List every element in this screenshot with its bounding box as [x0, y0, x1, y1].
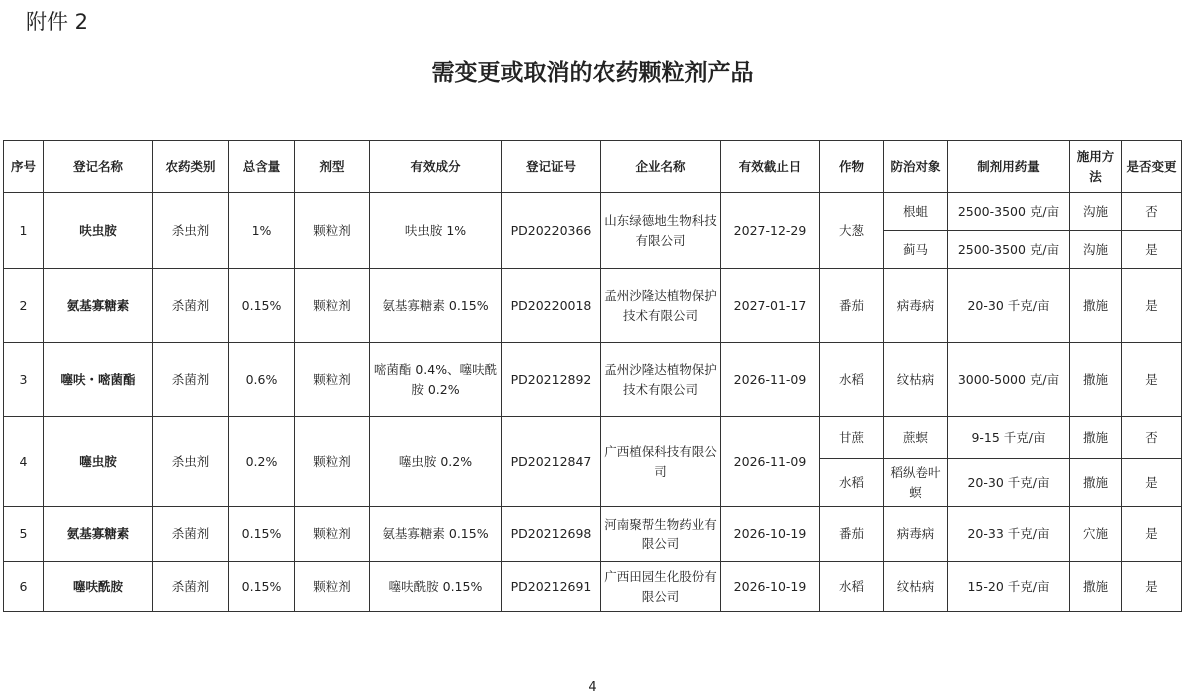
cell-dosage: 20-30 千克/亩	[948, 269, 1070, 343]
cell-ingredient: 呋虫胺 1%	[370, 193, 502, 269]
cell-category: 杀虫剂	[153, 417, 229, 507]
table-row	[4, 269, 1182, 343]
cell-target: 病毒病	[884, 269, 948, 343]
cell-ingredient: 嘧菌酯 0.4%、噻呋酰胺 0.2%	[370, 343, 502, 417]
cell-method: 撒施	[1070, 459, 1122, 507]
cell-change: 是	[1122, 269, 1182, 343]
header-reg-no: 登记证号	[502, 141, 601, 193]
table-row	[4, 562, 1182, 612]
cell-dosage: 2500-3500 克/亩	[948, 231, 1070, 269]
cell-dosage: 3000-5000 克/亩	[948, 343, 1070, 417]
cell-crop: 大葱	[820, 193, 884, 269]
cell-company: 山东绿德地生物科技有限公司	[601, 193, 721, 269]
cell-form: 颗粒剂	[295, 343, 370, 417]
header-company: 企业名称	[601, 141, 721, 193]
cell-name: 噻呋酰胺	[44, 562, 153, 612]
cell-method: 穴施	[1070, 507, 1122, 562]
cell-target: 蓟马	[884, 231, 948, 269]
cell-company: 孟州沙隆达植物保护技术有限公司	[601, 343, 721, 417]
cell-change: 是	[1122, 562, 1182, 612]
cell-target: 纹枯病	[884, 562, 948, 612]
cell-ingredient: 氨基寡糖素 0.15%	[370, 507, 502, 562]
cell-content: 0.2%	[229, 417, 295, 507]
attachment-label: 附件 2	[26, 10, 89, 34]
cell-reg-no: PD20220366	[502, 193, 601, 269]
cell-form: 颗粒剂	[295, 562, 370, 612]
header-method: 施用方法	[1070, 141, 1122, 193]
header-seq: 序号	[4, 141, 44, 193]
header-change: 是否变更	[1122, 141, 1182, 193]
cell-expiry: 2026-11-09	[721, 343, 820, 417]
cell-ingredient: 噻呋酰胺 0.15%	[370, 562, 502, 612]
cell-company: 广西植保科技有限公司	[601, 417, 721, 507]
table-row	[4, 417, 1182, 459]
cell-content: 0.15%	[229, 562, 295, 612]
cell-change: 否	[1122, 193, 1182, 231]
cell-ingredient: 噻虫胺 0.2%	[370, 417, 502, 507]
cell-name: 噻呋・嘧菌酯	[44, 343, 153, 417]
cell-dosage: 20-30 千克/亩	[948, 459, 1070, 507]
products-table	[3, 140, 1182, 612]
cell-name: 噻虫胺	[44, 417, 153, 507]
cell-method: 撒施	[1070, 343, 1122, 417]
cell-target: 蔗螟	[884, 417, 948, 459]
cell-company: 河南聚帮生物药业有限公司	[601, 507, 721, 562]
cell-target: 病毒病	[884, 507, 948, 562]
cell-content: 0.15%	[229, 507, 295, 562]
cell-seq: 4	[4, 417, 44, 507]
cell-reg-no: PD20212698	[502, 507, 601, 562]
cell-form: 颗粒剂	[295, 507, 370, 562]
cell-method: 撒施	[1070, 269, 1122, 343]
cell-dosage: 15-20 千克/亩	[948, 562, 1070, 612]
cell-change: 是	[1122, 231, 1182, 269]
header-target: 防治对象	[884, 141, 948, 193]
header-ingredient: 有效成分	[370, 141, 502, 193]
cell-content: 0.15%	[229, 269, 295, 343]
cell-name: 呋虫胺	[44, 193, 153, 269]
cell-seq: 3	[4, 343, 44, 417]
cell-company: 孟州沙隆达植物保护技术有限公司	[601, 269, 721, 343]
cell-category: 杀菌剂	[153, 343, 229, 417]
cell-reg-no: PD20212847	[502, 417, 601, 507]
cell-content: 0.6%	[229, 343, 295, 417]
cell-dosage: 9-15 千克/亩	[948, 417, 1070, 459]
cell-change: 是	[1122, 459, 1182, 507]
page-title: 需变更或取消的农药颗粒剂产品	[431, 60, 754, 86]
cell-content: 1%	[229, 193, 295, 269]
cell-seq: 6	[4, 562, 44, 612]
cell-crop: 番茄	[820, 269, 884, 343]
cell-expiry: 2026-11-09	[721, 417, 820, 507]
cell-crop: 水稻	[820, 562, 884, 612]
header-content: 总含量	[229, 141, 295, 193]
cell-dosage: 20-33 千克/亩	[948, 507, 1070, 562]
table-row	[4, 507, 1182, 562]
page-number: 4	[588, 680, 597, 695]
cell-crop: 甘蔗	[820, 417, 884, 459]
cell-target: 纹枯病	[884, 343, 948, 417]
cell-seq: 5	[4, 507, 44, 562]
cell-form: 颗粒剂	[295, 193, 370, 269]
table-row	[4, 343, 1182, 417]
cell-crop: 番茄	[820, 507, 884, 562]
table-row	[4, 193, 1182, 231]
cell-category: 杀菌剂	[153, 562, 229, 612]
cell-seq: 2	[4, 269, 44, 343]
cell-name: 氨基寡糖素	[44, 269, 153, 343]
cell-reg-no: PD20220018	[502, 269, 601, 343]
cell-category: 杀菌剂	[153, 507, 229, 562]
cell-crop: 水稻	[820, 459, 884, 507]
cell-reg-no: PD20212691	[502, 562, 601, 612]
header-name: 登记名称	[44, 141, 153, 193]
cell-category: 杀菌剂	[153, 269, 229, 343]
cell-form: 颗粒剂	[295, 417, 370, 507]
cell-seq: 1	[4, 193, 44, 269]
cell-method: 撒施	[1070, 417, 1122, 459]
cell-expiry: 2027-01-17	[721, 269, 820, 343]
cell-expiry: 2026-10-19	[721, 562, 820, 612]
cell-ingredient: 氨基寡糖素 0.15%	[370, 269, 502, 343]
cell-change: 是	[1122, 507, 1182, 562]
cell-reg-no: PD20212892	[502, 343, 601, 417]
cell-expiry: 2026-10-19	[721, 507, 820, 562]
cell-change: 否	[1122, 417, 1182, 459]
table-header-row	[4, 141, 1182, 193]
cell-method: 沟施	[1070, 193, 1122, 231]
cell-method: 沟施	[1070, 231, 1122, 269]
cell-method: 撒施	[1070, 562, 1122, 612]
header-crop: 作物	[820, 141, 884, 193]
cell-crop: 水稻	[820, 343, 884, 417]
header-expiry: 有效截止日	[721, 141, 820, 193]
cell-change: 是	[1122, 343, 1182, 417]
header-category: 农药类别	[153, 141, 229, 193]
cell-target: 根蛆	[884, 193, 948, 231]
cell-form: 颗粒剂	[295, 269, 370, 343]
cell-dosage: 2500-3500 克/亩	[948, 193, 1070, 231]
cell-target: 稻纵卷叶螟	[884, 459, 948, 507]
header-form: 剂型	[295, 141, 370, 193]
cell-expiry: 2027-12-29	[721, 193, 820, 269]
header-dosage: 制剂用药量	[948, 141, 1070, 193]
cell-company: 广西田园生化股份有限公司	[601, 562, 721, 612]
cell-name: 氨基寡糖素	[44, 507, 153, 562]
cell-category: 杀虫剂	[153, 193, 229, 269]
